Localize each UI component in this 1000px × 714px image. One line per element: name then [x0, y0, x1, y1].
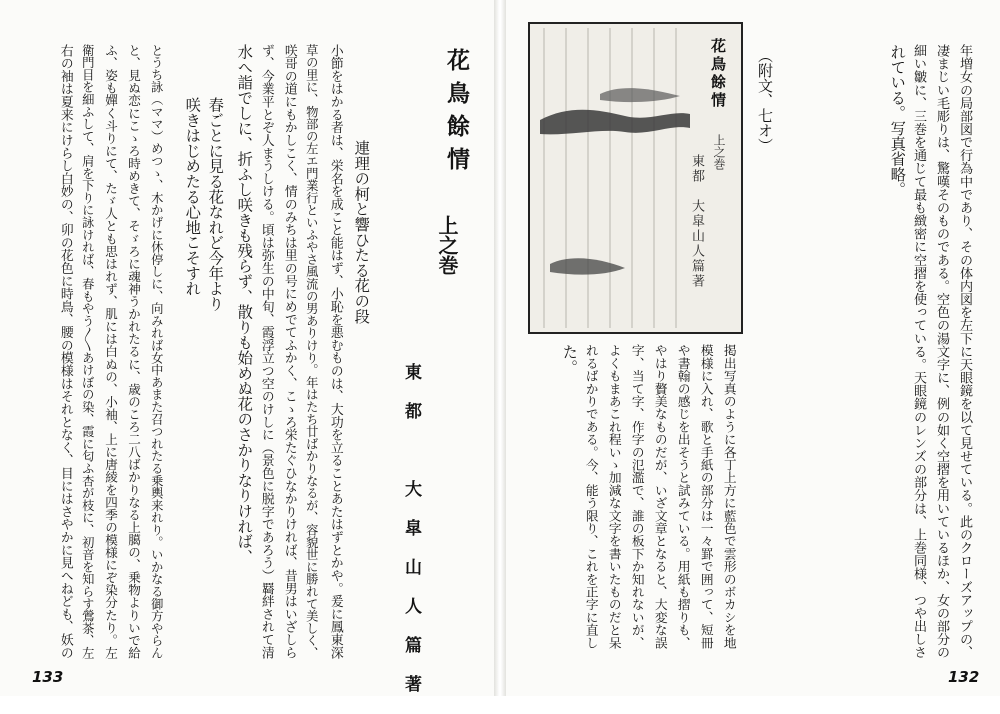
poem-line: 咲きはじめたる心地こそすれ [183, 97, 202, 296]
facsimile-title: 花鳥餘情 [709, 38, 727, 110]
text-column: と、見ぬ恋にこゝろ時めきて、そゞろに魂神うかれたるに、歳のころ二八ばかりなる上臈の、乗物よりいで給 [126, 44, 142, 659]
text-column: 水へ詣でしに、折ふし咲きも残らず、散りも始めぬ花のさかりなりければ、 [235, 44, 254, 565]
text-column: れるばかりである。今、能う限り、これを正字に直し [583, 344, 599, 649]
text-column: ふ、姿も嬋く斗りにて、たゞ人とも思はれず、肌には白ぬの、小袖、上に唐綾を四季の模様にぞ染分たり。左 [103, 44, 119, 659]
book-gutter [494, 0, 506, 696]
poem-line: 春ごとに見る花なれど今年より [206, 97, 225, 312]
text-column: やはり贅美なものだが、いざ文章となると、大変な誤 [652, 344, 668, 649]
facsimile-volume: 上之巻 [712, 134, 726, 170]
text-column: 細い皺に、三巻を通じて最も緻密に空摺を使っている。天眼鏡のレンズの部分は、上巻同様、つや出しさ [911, 44, 927, 659]
facsimile-image [528, 22, 743, 334]
text-column: 字、当て字、作字の氾濫で、誰の板下か知れないが、 [629, 344, 645, 649]
facsimile-author: 東都 大皐山人篇著 [689, 154, 704, 289]
volume-label: 上之巻 [435, 215, 459, 275]
text-column: とうち詠（ママ）めつゝ、木かげに休停しに、向みれば女中あまた召つれたる乗輿来れり。いかなる御方やらん [149, 44, 164, 659]
text-column: 衛門目を細ふして、肩を下りに詠ければ、春もやう〳〵あけぼの染、霞に匂ふ杏が枝に、初音を知らす鶯茶、左 [80, 44, 95, 659]
page-number-right: 132 [948, 668, 980, 686]
text-column: 咲哥の道にもかしこく、情のみちは里の号にめでてふかく、こゝろ栄たぐひなかりければ、昔男はいざしら [281, 44, 297, 659]
text-column: ず、今業平とぞ人まうしける。頃は弥生の中旬、霞浮立つ空のけしに（景色に脱字であろう）羇絆されて清 [258, 44, 274, 659]
text-column: た。 [560, 344, 579, 375]
text-column: 右の袖は夏来にけらし白妙の、卯の花色に時鳥、腰の模様はそれとなく、目にはさやかに見へねども、妖の [57, 44, 73, 659]
text-column: 草の里に、物部の左エ門業行といふやさ風流の男ありけり。年はたち廿ばかりなるが、容貌世に勝れて美しく、 [304, 44, 319, 659]
chapter-heading: 連理の柯と響ひたる花の段 [352, 140, 371, 324]
author-line: 東都 大皐山人篇著 [401, 363, 421, 714]
text-column: よくもまあこれ程いゝ加減な文字を書いたものだと呆 [606, 344, 622, 649]
text-column: 凄まじい毛彫りは、驚嘆そのものである。空色の湯文字に、例の如く空摺を用いているほか、女の部分の [934, 44, 950, 659]
facsimile-caption: （附文、七オ） [756, 48, 774, 153]
text-column: 小節をはかる者は、栄名を成こと能はず、小恥を悪むものは、大功を立ることあたはずとかや。爰に鳳東深 [327, 44, 343, 659]
text-column: れている。写真省略。 [888, 44, 907, 197]
text-column: 模様に入れ、歌と手紙の部分は一々罫で囲って、短冊 [698, 344, 714, 649]
text-column: 掲出写真のように各丁上方に藍色で雲形のボカシを地 [721, 344, 737, 649]
book-title: 花鳥餘情 [443, 48, 470, 180]
text-column: や書翰の感じを出そうと試みている。用紙も摺りも、 [675, 344, 691, 649]
text-column: 年増女の局部図で行為中であり、その体内図を左下に天眼鏡を以て見せている。此のクローズアップの、 [957, 44, 973, 659]
page-number-left: 133 [32, 668, 64, 686]
